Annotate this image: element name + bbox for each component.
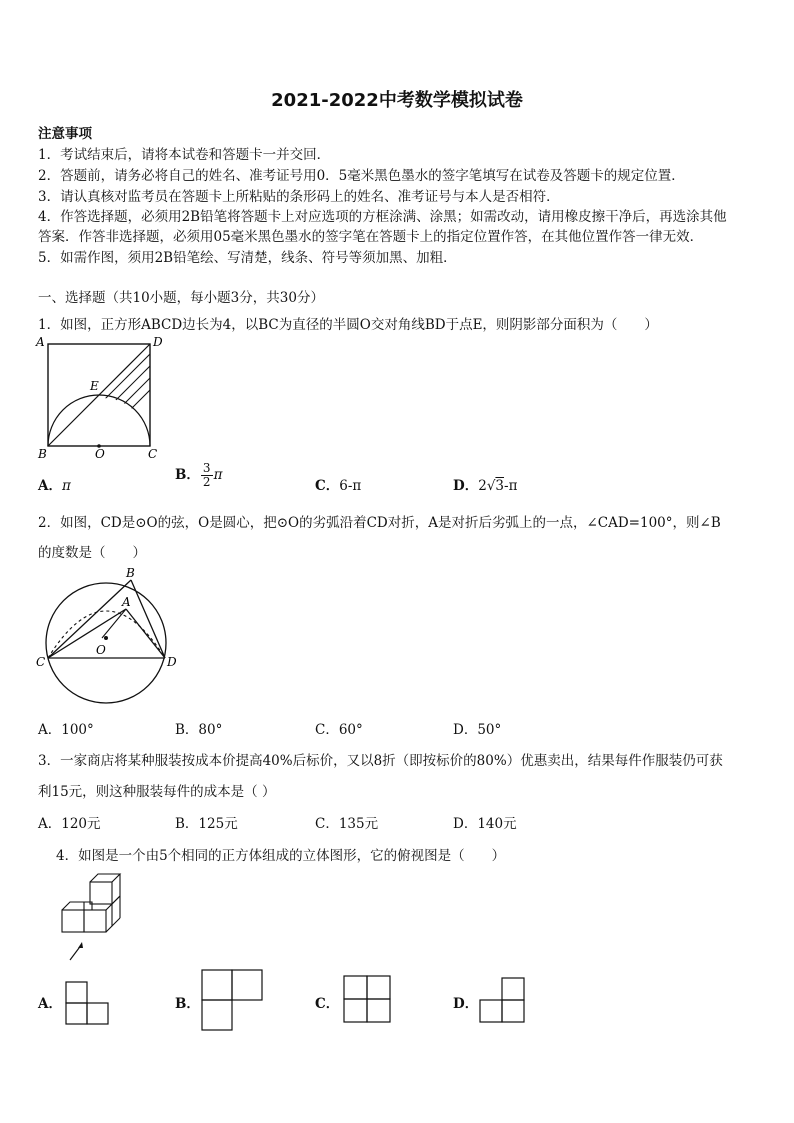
notice-item: 2．答题前，请务必将自己的姓名、准考证号用0．5毫米黑色墨水的签字笔填写在试卷及答题卡的规定位置． <box>38 168 685 184</box>
question-3-stem: 3．一家商店将某种服装按成本价提高40%后标价，又以8折（即按标价的80%）优惠卖出，结果每件作服装仍可获 <box>38 753 723 769</box>
q2-option-c: C．60° <box>315 722 363 738</box>
q3-option-b: B．125元 <box>175 816 238 832</box>
q2-label-c: C <box>36 655 46 669</box>
question-2-figure <box>34 566 184 706</box>
question-2-stem: 2．如图，CD是⊙O的弦，O是圆心，把⊙O的劣弧沿着CD对折，A是对折后劣弧上的一点，∠CAD=100°，则∠B <box>38 515 721 531</box>
q2-label-o: O <box>96 643 106 657</box>
notice-item: 5．如需作图，须用2B铅笔绘、写清楚，线条、符号等须加黑、加粗． <box>38 250 457 266</box>
q4-option-b-figure <box>200 968 266 1032</box>
q1-label-e: E <box>90 379 99 393</box>
q4-option-b: B． <box>175 996 200 1012</box>
q3-option-c: C．135元 <box>315 816 379 832</box>
question-1-figure <box>34 334 174 462</box>
q4-option-d: D． <box>453 996 479 1012</box>
q1-label-o: O <box>95 447 105 461</box>
q2-label-d: D <box>167 655 177 669</box>
question-3-stem-cont: 利15元，则这种服装每件的成本是（ ） <box>38 784 276 800</box>
question-1-stem: 1．如图，正方形ABCD边长为4，以BC为直径的半圆O交对角线BD于点E，则阴影部分面积为（ ） <box>38 317 658 333</box>
q4-option-a: A． <box>38 996 62 1012</box>
section-heading: 一、选择题（共10小题，每小题3分，共30分） <box>38 290 324 306</box>
notice-item: 1．考试结束后，请将本试卷和答题卡一并交回． <box>38 147 331 163</box>
q3-option-a: A．120元 <box>38 816 101 832</box>
q1-option-b: B． $\frac{3}{2}$ π <box>175 461 223 489</box>
question-4-stem: 4．如图是一个由5个相同的正方体组成的立体图形，它的俯视图是（ ） <box>56 848 506 864</box>
q1-label-a: A <box>36 335 45 349</box>
q1-label-d: D <box>153 335 163 349</box>
q1-option-a: A．π <box>38 478 71 494</box>
notice-item: 3．请认真核对监考员在答题卡上所粘贴的条形码上的姓名、准考证号与本人是否相符． <box>38 189 560 205</box>
notice-item: 4．作答选择题，必须用2B铅笔将答题卡上对应选项的方框涂满、涂黑；如需改动，请用橡皮擦干净后，再选涂其他 <box>38 209 727 225</box>
notice-heading: 注意事项 <box>38 126 92 142</box>
q2-label-b: B <box>126 566 135 580</box>
q2-label-a: A <box>122 595 131 609</box>
q2-option-a: A．100° <box>38 722 94 738</box>
q1-option-c: C．6-π <box>315 478 362 494</box>
notice-item: 答案．作答非选择题，必须用05毫米黑色墨水的签字笔在答题卡上的指定位置作答，在其他位置作答一律无效． <box>38 229 704 245</box>
q4-option-d-figure <box>476 976 528 1028</box>
q4-option-a-figure <box>64 980 110 1026</box>
question-4-solid-figure <box>54 870 130 966</box>
page-title: 2021-2022中考数学模拟试卷 <box>271 90 523 111</box>
q1-label-b: B <box>38 447 47 461</box>
q2-option-d: D．50° <box>453 722 502 738</box>
q4-option-c-figure <box>342 974 394 1026</box>
q4-option-c: C． <box>315 996 340 1012</box>
q2-option-b: B．80° <box>175 722 223 738</box>
question-2-stem-cont: 的度数是（ ） <box>38 545 146 561</box>
q3-option-d: D．140元 <box>453 816 517 832</box>
q1-option-d: D．2√3-π <box>453 478 518 494</box>
q1-label-c: C <box>148 447 158 461</box>
